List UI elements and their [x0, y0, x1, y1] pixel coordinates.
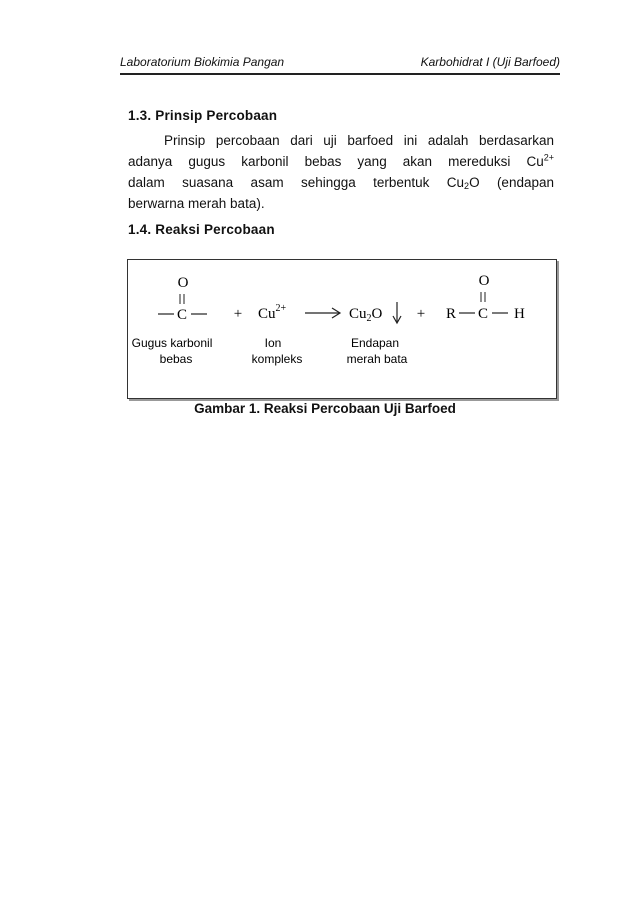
- copper-oxide: [349, 306, 383, 324]
- section-heading-prinsip: 1.3. Prinsip Percobaan: [128, 108, 278, 123]
- paragraph-text: O (endapan: [469, 175, 554, 190]
- paragraph-prinsip: [128, 130, 554, 214]
- section-heading-reaksi: 1.4. Reaksi Percobaan: [128, 222, 275, 237]
- label-carbonyl: Gugus karbonil: [131, 336, 213, 350]
- subscript: 2: [366, 313, 372, 324]
- label-ion: Ion: [264, 336, 282, 350]
- reaction-diagram: [128, 260, 556, 398]
- plus-sign: +: [233, 306, 243, 322]
- ion-charge: 2+: [275, 303, 287, 314]
- paragraph-text: dalam suasana asam sehingga terbentuk Cu: [128, 175, 465, 190]
- oxygen-atom: O: [177, 275, 189, 291]
- header-chapter-title: Karbohidrat I (Uji Barfoed): [420, 55, 560, 69]
- subscript: 2: [464, 181, 470, 191]
- copper-symbol: Cu: [349, 306, 367, 322]
- reaction-figure: [127, 259, 557, 399]
- copper-ion: [258, 303, 287, 322]
- paragraph-line: [128, 172, 554, 193]
- r-group: R: [446, 306, 457, 322]
- paragraph-line: Prinsip percobaan dari uji barfoed ini adalah berdasarkan: [164, 133, 554, 148]
- carbon-atom: C: [477, 306, 489, 322]
- header-divider: [120, 73, 560, 75]
- paragraph-text: adanya gugus karbonil bebas yang akan mereduksi Cu: [128, 154, 544, 169]
- caption-text: Gambar 1. Reaksi Percobaan Uji Barfoed: [194, 401, 456, 416]
- paragraph-line: [128, 151, 554, 172]
- label-ion: kompleks: [251, 352, 303, 366]
- oxygen-symbol: O: [371, 306, 383, 322]
- copper-symbol: Cu: [258, 306, 276, 322]
- page-header: [120, 55, 560, 75]
- header-lab-name: Laboratorium Biokimia Pangan: [120, 55, 285, 69]
- label-carbonyl: bebas: [159, 352, 193, 366]
- label-precipitate: Endapan: [350, 336, 400, 350]
- carbon-atom: C: [176, 307, 188, 323]
- label-precipitate: merah bata: [346, 352, 408, 366]
- paragraph-line: berwarna merah bata).: [128, 196, 265, 211]
- oxygen-atom: O: [478, 273, 490, 289]
- hydrogen-atom: H: [514, 306, 525, 322]
- plus-sign: +: [416, 306, 426, 322]
- figure-caption: [0, 401, 638, 416]
- charge-superscript: 2+: [543, 152, 554, 163]
